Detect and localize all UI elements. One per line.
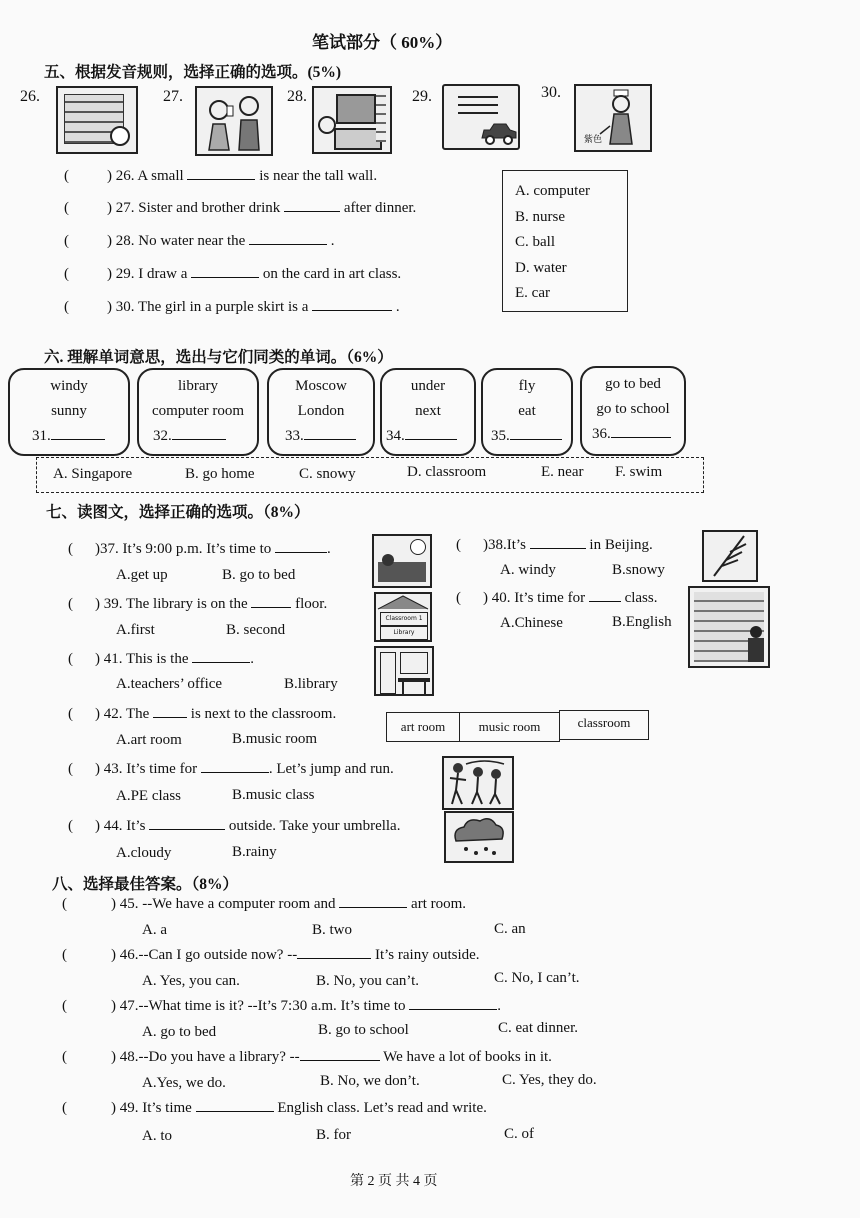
section7-heading: 七、读图文，选择正确的选项。（8%） [46, 504, 310, 521]
flag-icon [704, 532, 756, 580]
q42-option-a: A.art room [116, 732, 182, 748]
car-icon [478, 120, 518, 146]
word-card-31: windy sunny 31. [8, 368, 130, 456]
answer-blank[interactable] [196, 1111, 274, 1112]
pic-number-30: 30. [541, 84, 561, 101]
library-label: Library [380, 626, 428, 640]
section6-options-box [36, 457, 704, 493]
answer-blank[interactable] [510, 439, 562, 440]
roof-icon [376, 594, 430, 610]
q44-option-a: A.cloudy [116, 845, 172, 861]
question-44: ( ) 44. It’s outside. Take your umbrella. [68, 818, 401, 834]
page-number: 第 2 页 共 4 页 [350, 1174, 438, 1189]
classroom-1-label: Classroom 1 [380, 612, 428, 626]
answer-blank[interactable] [192, 662, 250, 663]
question-26: ( ) 26. A small is near the tall wall. [64, 168, 378, 184]
q43-option-b: B.music class [232, 787, 315, 803]
windy-flag-picture [702, 530, 758, 582]
q45-option-b: B. two [312, 922, 353, 938]
answer-blank[interactable] [153, 717, 187, 718]
q43-option-a: A.PE class [116, 788, 181, 804]
section8-heading: 八、选择最佳答案。（8%） [52, 876, 239, 893]
q38-option-b: B.snowy [612, 562, 665, 578]
wall-ball-picture [56, 86, 138, 154]
q47-option-b: B. go to school [318, 1022, 409, 1038]
bedtime-picture [372, 534, 432, 588]
question-40: ( ) 40. It’s time for class. [456, 590, 658, 606]
q37-option-a: A.get up [116, 567, 168, 583]
option-f: F. swim [615, 464, 663, 480]
nurse-picture [574, 84, 652, 152]
q41-option-b: B.library [284, 676, 338, 692]
answer-blank[interactable] [51, 439, 105, 440]
option-c: C. snowy [299, 466, 356, 482]
pe-class-picture [442, 756, 514, 810]
option-b: B. nurse [515, 208, 565, 225]
question-47: ( ) 47.--What time is it? --It’s 7:30 a.m. It’s time to . [62, 998, 502, 1014]
q48-option-b: B. No, we don’t. [320, 1073, 420, 1089]
question-28: ( ) 28. No water near the . [64, 233, 335, 249]
rain-cloud-icon [446, 813, 512, 861]
computer-picture [312, 86, 392, 154]
answer-blank[interactable] [191, 277, 259, 278]
option-a: A. computer [515, 183, 590, 199]
answer-blank[interactable] [339, 907, 407, 908]
answer-blank[interactable] [251, 607, 291, 608]
section6-heading: 六. 理解单词意思，选出与它们同类的单词。（6%） [44, 349, 393, 366]
q41-option-a: A.teachers’ office [116, 676, 223, 692]
option-c: C. ball [515, 234, 555, 250]
word-card-34: under next 34. [380, 368, 476, 456]
q46-option-b: B. No, you can’t. [316, 973, 420, 989]
answer-blank[interactable] [300, 1060, 380, 1061]
q46-option-a: A. Yes, you can. [142, 973, 240, 989]
question-49: ( ) 49. It’s time English class. Let’s read and write. [62, 1100, 487, 1116]
section5-options-box [502, 170, 628, 312]
answer-blank[interactable] [149, 829, 225, 830]
pic-number-27: 27. [163, 88, 183, 105]
answer-blank[interactable] [589, 601, 621, 602]
question-43: ( ) 43. It’s time for . Let’s jump and run. [68, 761, 394, 777]
section5-heading: 五、根据发音规则，选择正确的选项。(5%) [44, 64, 342, 81]
q38-option-a: A. windy [500, 562, 556, 578]
children-drinking-picture [195, 86, 273, 156]
question-48: ( ) 48.--Do you have a library? -- We have a lot of books in it. [62, 1049, 552, 1065]
q45-option-a: A. a [142, 922, 167, 938]
q49-option-a: A. to [142, 1128, 172, 1144]
option-e: E. car [515, 285, 550, 301]
answer-blank[interactable] [405, 439, 457, 440]
pic-number-26: 26. [20, 88, 40, 105]
car-card-picture [442, 84, 520, 150]
q48-option-a: A.Yes, we do. [142, 1075, 226, 1091]
answer-blank[interactable] [297, 958, 371, 959]
answer-blank[interactable] [611, 437, 671, 438]
q37-option-b: B. go to bed [222, 567, 296, 583]
answer-blank[interactable] [172, 439, 226, 440]
question-27: ( ) 27. Sister and brother drink after dinner. [64, 200, 417, 216]
q42-option-b: B.music room [232, 731, 317, 747]
answer-blank[interactable] [409, 1009, 497, 1010]
room-art: art room [386, 712, 460, 742]
q47-option-c: C. eat dinner. [498, 1020, 578, 1036]
answer-blank[interactable] [201, 772, 269, 773]
room-music: music room [459, 712, 560, 742]
question-46: ( ) 46.--Can I go outside now? -- It’s rainy outside. [62, 947, 480, 963]
question-29: ( ) 29. I draw a on the card in art class. [64, 266, 402, 282]
question-37: ( )37. It’s 9:00 p.m. It’s time to . [68, 541, 331, 557]
option-a: A. Singapore [53, 466, 133, 482]
answer-blank[interactable] [304, 439, 356, 440]
q47-option-a: A. go to bed [142, 1024, 217, 1040]
q46-option-c: C. No, I can’t. [494, 970, 580, 986]
answer-blank[interactable] [530, 548, 586, 549]
answer-blank[interactable] [275, 552, 327, 553]
word-card-33: Moscow London 33. [267, 368, 375, 456]
question-38: ( )38.It’s in Beijing. [456, 537, 653, 553]
answer-blank[interactable] [249, 244, 327, 245]
word-card-35: fly eat 35. [481, 368, 573, 456]
q39-option-a: A.first [116, 622, 155, 638]
children-drinking-icon [197, 88, 271, 154]
answer-blank[interactable] [284, 211, 340, 212]
q44-option-b: B.rainy [232, 844, 277, 860]
office-picture [374, 646, 434, 696]
rainy-cloud-picture [444, 811, 514, 863]
question-45: ( ) 45. --We have a computer room and art room. [62, 896, 467, 912]
option-d: D. classroom [407, 464, 487, 480]
question-42: ( ) 42. The is next to the classroom. [68, 706, 337, 722]
room-classroom: classroom [559, 710, 649, 740]
q49-option-c: C. of [504, 1126, 534, 1142]
clock-icon [410, 539, 426, 555]
answer-blank[interactable] [312, 310, 392, 311]
q40-option-a: A.Chinese [500, 615, 563, 631]
q48-option-c: C. Yes, they do. [502, 1072, 597, 1088]
q40-option-b: B.English [612, 614, 672, 630]
q49-option-b: B. for [316, 1127, 351, 1143]
page-title: 笔试部分（ 60%） [312, 33, 453, 52]
running-children-icon [444, 758, 512, 808]
option-b: B. go home [185, 466, 255, 482]
answer-blank[interactable] [187, 179, 255, 180]
q39-option-b: B. second [226, 622, 286, 638]
pic-number-28: 28. [287, 88, 307, 105]
pic-number-29: 29. [412, 88, 432, 105]
option-d: D. water [515, 259, 567, 276]
question-39: ( ) 39. The library is on the floor. [68, 596, 328, 612]
school-building-picture [374, 592, 432, 642]
q45-option-c: C. an [494, 921, 526, 937]
word-card-36: go to bed go to school 36. [580, 366, 686, 456]
option-e: E. near [541, 464, 584, 480]
question-41: ( ) 41. This is the . [68, 651, 254, 667]
purple-label: 紫色 [584, 135, 603, 145]
question-30: ( ) 30. The girl in a purple skirt is a . [64, 299, 400, 315]
classroom-teacher-picture [688, 586, 770, 668]
word-card-32: library computer room 32. [137, 368, 259, 456]
